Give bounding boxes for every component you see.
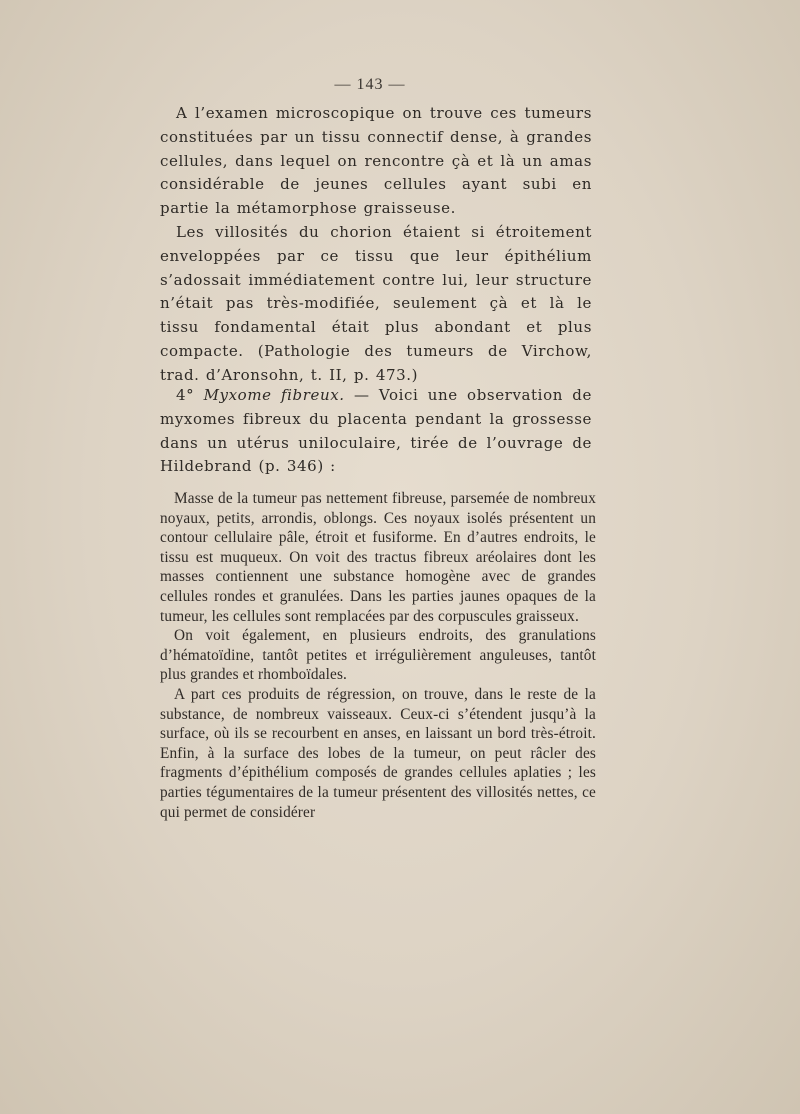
quote-paragraph-hematoidine: On voit également, en plusieurs endroits, des granulations d’hématoïdine, tantôt petites et irrégulièrement anguleuses, tantôt plus grandes et rhomboïdales. xyxy=(160,627,596,684)
quoted-observation-block xyxy=(160,489,596,822)
section-heading-paragraph xyxy=(160,384,592,479)
section-myxome-fibreux xyxy=(160,384,592,479)
section-intro-text: — Voici une observation de myxomes fibreux du placenta pendant la grossesse dans un utérus uniloculaire, tirée de l’ouvrage de Hildebrand (p. 346) : xyxy=(160,386,592,476)
paragraph-villosites: Les villosités du chorion étaient si étroitement enveloppées par ce tissu que leur épithélium s’adossait immédiatement contre lui, leur structure n’était pas très-modifiée, seulement çà et là le tissu fondamental était plus abondant et plus compacte. (Pathologie des tumeurs de Virchow, trad. d’Aronsohn, t. II, p. 473.) xyxy=(160,222,592,384)
main-text-block xyxy=(160,102,592,388)
section-number: 4° xyxy=(176,386,195,404)
paragraph-microscopic-exam: A l’examen microscopique on trouve ces tumeurs constituées par un tissu connectif dense, à grandes cellules, dans lequel on rencontre çà et là un amas considérable de jeunes cellules ayant subi en partie la métamorphose graisseuse. xyxy=(160,104,592,218)
page-number: — 143 — xyxy=(334,76,406,93)
section-title: Myxome fibreux. xyxy=(203,386,345,404)
quote-paragraph-vaisseaux: A part ces produits de régression, on trouve, dans le reste de la substance, de nombreux vaisseaux. Ceux-ci s’étendent jusqu’à la surface, où ils se recourbent en anses, en laissant un bord très-étroit. Enfin, à la surface des lobes de la tumeur, on peut râcler des fragments d’épithélium composés de grandes cellules aplaties ; les parties tégumentaires de la tumeur présentent des villosités nettes, ce qui permet de considérer xyxy=(160,685,596,821)
quote-paragraph-masse: Masse de la tumeur pas nettement fibreuse, parsemée de nombreux noyaux, petits, arrondis, oblongs. Ces noyaux isolés présentent un contour cellulaire pâle, étroit et fusiforme. En d’autres endroits, le tissu est muqueux. On voit des tractus fibreux aréolaires dont les masses contiennent une substance homogène avec de grandes cellules rondes et granulées. Dans les parties jaunes opaques de la tumeur, les cellules sont remplacées par des corpuscules graisseux. xyxy=(160,490,596,625)
